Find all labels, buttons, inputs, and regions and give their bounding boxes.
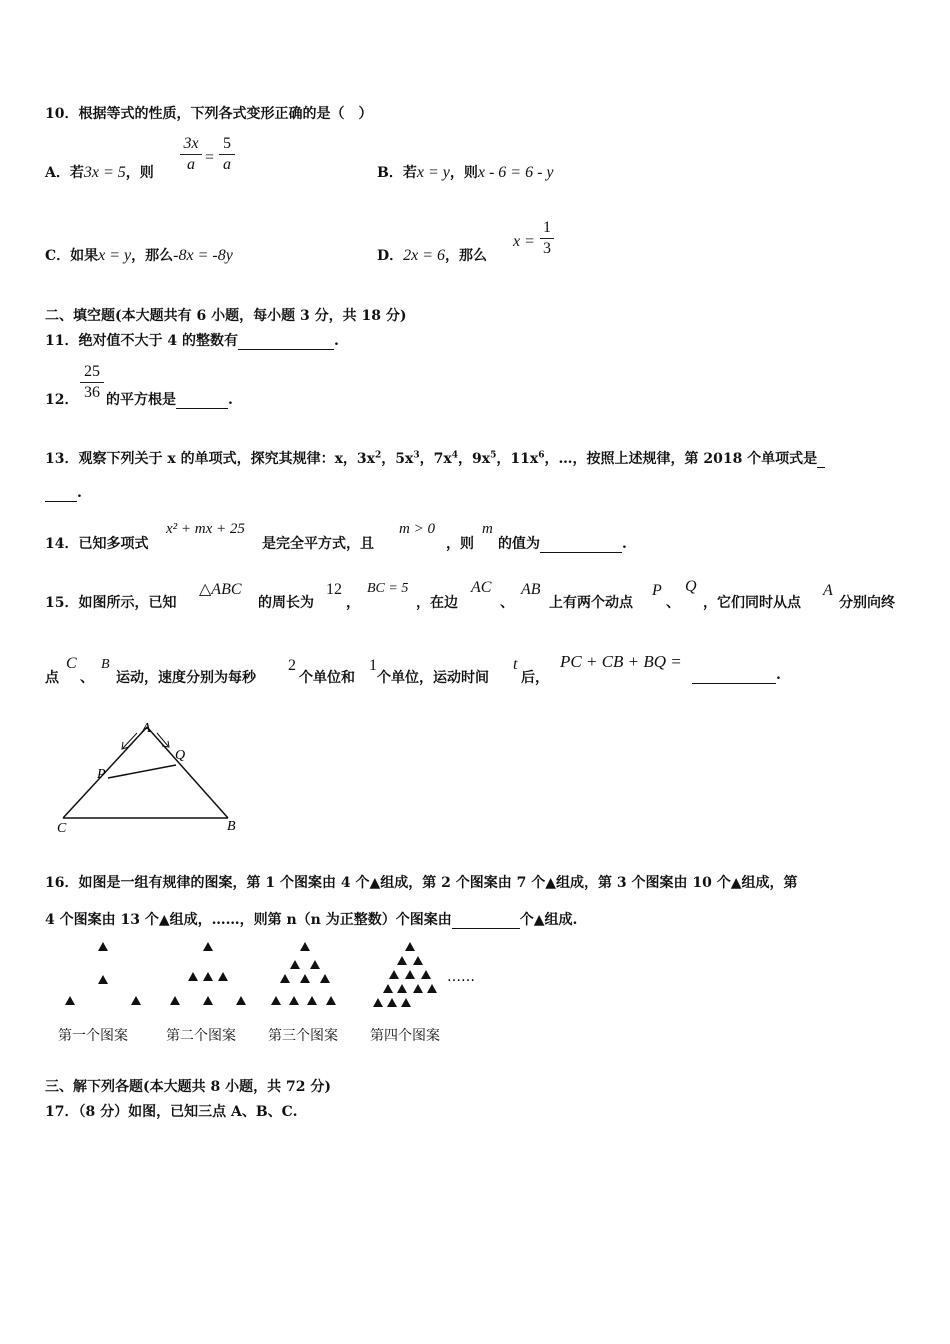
q10-b-cond: x = y — [416, 164, 450, 181]
q15-p4: 上有两个动点 — [549, 595, 633, 611]
q15-answer-wrap — [692, 667, 781, 684]
q11-answer-blank[interactable] — [238, 333, 334, 350]
pattern2-triangle-icon — [236, 996, 246, 1005]
q10-a-num-right: 5 — [223, 135, 231, 152]
q14-prefix: 14．已知多项式 — [45, 536, 149, 552]
q15-l2e: 后， — [521, 670, 549, 686]
q15-speed2: 1 — [369, 657, 377, 674]
pattern3-triangle-icon — [310, 960, 320, 969]
pattern1-triangle-icon — [65, 996, 75, 1005]
pattern4-triangle-icon — [405, 970, 415, 979]
q15-comma1: ， — [346, 595, 360, 611]
pattern4-triangle-icon — [397, 956, 407, 965]
q16-line2b: 个▲组成. — [519, 912, 578, 928]
q10-a-cond: 3x = 5 — [83, 164, 126, 181]
section-3-heading: 三、解下列各题(本大题共 8 小题，共 72 分) — [45, 1079, 331, 1095]
pattern4-triangle-icon — [405, 942, 415, 951]
q10-option-a[interactable] — [45, 162, 154, 182]
section-2-heading: 二、填空题(本大题共有 6 小题，每小题 3 分，共 18 分) — [45, 308, 407, 324]
pattern4-triangle-icon — [413, 956, 423, 965]
q12 — [106, 389, 233, 409]
q15-perimeter: 12 — [326, 581, 342, 598]
fig15-label-b: B — [227, 819, 236, 834]
pattern4-triangle-icon — [397, 984, 407, 993]
pattern1-triangle-icon — [98, 942, 108, 951]
fig15-label-p: P — [97, 767, 106, 782]
pattern4-triangle-icon — [389, 970, 399, 979]
q10-a-frac-left — [180, 135, 202, 174]
q10-c-then: ，那么 — [131, 248, 174, 264]
side-ab — [147, 727, 228, 818]
q15-end: . — [776, 667, 781, 683]
q12-prefix: 12． — [45, 392, 79, 408]
q13-exp4: 5 — [490, 450, 497, 461]
pattern2-triangle-icon — [218, 972, 228, 981]
q13-end: . — [77, 485, 82, 501]
pattern-label-2: 第二个图案 — [166, 1028, 236, 1044]
q10-d-label: D． — [377, 248, 404, 264]
segment-pq — [108, 765, 176, 778]
q10-d-num: 1 — [543, 219, 551, 236]
q10-c-result: -8x = -8y — [173, 247, 233, 264]
q10-b-result: x - 6 = 6 - y — [477, 164, 554, 181]
q10-a-eq: = — [205, 149, 215, 166]
q10-b-label: B．若 — [377, 165, 417, 181]
q14-cond: m > 0 — [399, 521, 435, 537]
q13-term3: ，7x — [419, 451, 452, 467]
q15-sep3: 、 — [80, 670, 94, 686]
q16-line1: 16．如图是一组有规律的图案，第 1 个图案由 4 个▲组成，第 2 个图案由 7 个▲组成，第 3 个图案由 10 个▲组成，第 — [45, 875, 798, 891]
pattern2-triangle-icon — [203, 972, 213, 981]
q10-c-label: C．如果 — [45, 248, 99, 264]
q15-p-var: P — [652, 582, 662, 599]
fig15-label-c: C — [57, 821, 67, 836]
q14 — [45, 533, 148, 553]
q10-d-then: ，那么 — [445, 248, 488, 264]
pattern4-triangle-icon — [421, 970, 431, 979]
q17: 17．（8 分）如图，已知三点 A、B、C. — [45, 1104, 298, 1120]
q14-poly: x² + mx + 25 — [166, 521, 245, 537]
q10-a-frac-right — [219, 135, 235, 174]
q13-term5: ，11x — [496, 451, 539, 467]
q14-tail: 的值为 — [498, 536, 540, 552]
q15-p6: 分别向终 — [839, 595, 895, 611]
pattern3-triangle-icon — [320, 974, 330, 983]
pattern4-triangle-icon — [373, 998, 383, 1007]
pattern3-triangle-icon — [290, 960, 300, 969]
q10-a-num-left: 3x — [183, 135, 199, 152]
pattern4-triangle-icon — [383, 984, 393, 993]
q15-q-var: Q — [685, 578, 697, 595]
q14-end: . — [622, 536, 627, 552]
q15-l2d: 个单位，运动时间 — [377, 670, 489, 686]
q15-p5: ，它们同时从点 — [703, 595, 801, 611]
q13 — [45, 448, 825, 468]
q10-d-lhs: x = — [513, 233, 535, 250]
q15-t-var: t — [513, 656, 518, 673]
pattern3-triangle-icon — [300, 974, 310, 983]
pattern1-triangle-icon — [131, 996, 141, 1005]
q10-option-c[interactable] — [45, 245, 233, 265]
pattern3-triangle-icon — [307, 996, 317, 1005]
q10-stem: 10．根据等式的性质，下列各式变形正确的是（ ） — [45, 106, 373, 122]
q16-pattern-figure — [55, 935, 505, 1015]
q10-b-then: ，则 — [449, 165, 478, 181]
q13-exp2: 3 — [413, 450, 420, 461]
pattern-label-4: 第四个图案 — [370, 1028, 440, 1044]
q12-den: 36 — [84, 384, 100, 401]
pattern2-triangle-icon — [203, 942, 213, 951]
q13-exp3: 4 — [451, 450, 458, 461]
q10-d-frac — [540, 219, 554, 258]
q16-line2a: 4 个图案由 13 个▲组成，……，则第 n（n 为正整数）个图案由 — [45, 912, 452, 928]
q13-answer-blank-a[interactable] — [817, 451, 825, 468]
q15-b-var: B — [101, 657, 110, 672]
q13-term2: ，5x — [381, 451, 414, 467]
q11 — [45, 330, 339, 350]
q13-term4: ，9x — [458, 451, 491, 467]
q12-num: 25 — [84, 363, 100, 380]
q15-c-var: C — [66, 655, 77, 672]
pattern3-triangle-icon — [280, 974, 290, 983]
q14-tail-wrap — [498, 533, 627, 553]
q15-l2b: 运动，速度分别为每秒 — [116, 670, 256, 686]
q13-answer-blank-b[interactable] — [45, 485, 77, 502]
q14-answer-blank[interactable] — [540, 536, 622, 553]
q13-part2: ，…，按照上述规律，第 2018 个单项式是 — [544, 451, 818, 467]
q14-then: ，则 — [446, 536, 474, 552]
pattern4-triangle-icon — [387, 998, 397, 1007]
q11-text: 11．绝对值不大于 4 的整数有 — [45, 333, 238, 349]
q12-answer-blank[interactable] — [176, 392, 228, 409]
pattern1-triangle-icon — [98, 975, 108, 984]
q15-l2a: 点 — [45, 670, 59, 686]
q13-part1: 13．观察下列关于 x 的单项式，探究其规律：x，3x — [45, 451, 376, 467]
q15-speed1: 2 — [288, 657, 296, 674]
q11-end: . — [333, 333, 339, 349]
q12-frac — [80, 363, 104, 402]
q10-a-label: A．若 — [45, 165, 84, 181]
q12-text: 的平方根是 — [106, 392, 176, 408]
q16-line2 — [45, 909, 577, 929]
pattern4-triangle-icon — [427, 984, 437, 993]
q15-sep2: 、 — [666, 595, 680, 611]
fig15-label-q: Q — [175, 748, 186, 763]
pattern2-triangle-icon — [188, 972, 198, 981]
q13-exp5: 6 — [538, 450, 545, 461]
pattern-ellipsis: …… — [447, 969, 475, 985]
q10-a-den-right: a — [223, 156, 231, 173]
q15-ab: AB — [521, 581, 541, 598]
pattern2-triangle-icon — [170, 996, 180, 1005]
q10-a-den-left: a — [187, 156, 195, 173]
q14-var: m — [482, 521, 493, 537]
pattern3-triangle-icon — [271, 996, 281, 1005]
pattern2-triangle-icon — [203, 996, 213, 1005]
q10-d-den: 3 — [543, 240, 551, 257]
q15-triangle: △ABC — [199, 581, 242, 598]
pattern4-triangle-icon — [401, 998, 411, 1007]
q15-answer-blank[interactable] — [692, 667, 776, 684]
q15-p3: ，在边 — [416, 595, 458, 611]
q13-exp1: 2 — [375, 450, 382, 461]
pattern-label-3: 第三个图案 — [268, 1028, 338, 1044]
fig15-label-a: A — [142, 721, 151, 736]
q15-p1: 15．如图所示，已知 — [45, 595, 177, 611]
q15-l2c: 个单位和 — [299, 670, 355, 686]
pattern3-triangle-icon — [326, 996, 336, 1005]
q10-c-cond: x = y — [98, 247, 132, 264]
q15-a-var: A — [823, 582, 833, 599]
pattern3-triangle-icon — [289, 996, 299, 1005]
q15-expression: PC + CB + BQ = — [560, 652, 682, 671]
q10-option-b[interactable] — [377, 162, 554, 182]
pattern4-triangle-icon — [413, 984, 423, 993]
pattern3-triangle-icon — [300, 942, 310, 951]
q12-end: . — [228, 392, 233, 408]
q13-line2 — [45, 485, 82, 502]
pattern-label-1: 第一个图案 — [58, 1028, 128, 1044]
q10-a-then: ，则 — [125, 165, 154, 181]
q15-ac: AC — [471, 579, 492, 596]
q15-bc: BC = 5 — [367, 581, 409, 596]
q10-d-cond: 2x = 6 — [403, 247, 446, 264]
q14-mid: 是完全平方式，且 — [262, 536, 374, 552]
q15-p2: 的周长为 — [258, 595, 314, 611]
q15-sep: 、 — [500, 595, 514, 611]
q15-triangle-figure — [50, 715, 250, 840]
q16-answer-blank[interactable] — [452, 912, 520, 929]
q10-option-d[interactable] — [377, 245, 487, 265]
